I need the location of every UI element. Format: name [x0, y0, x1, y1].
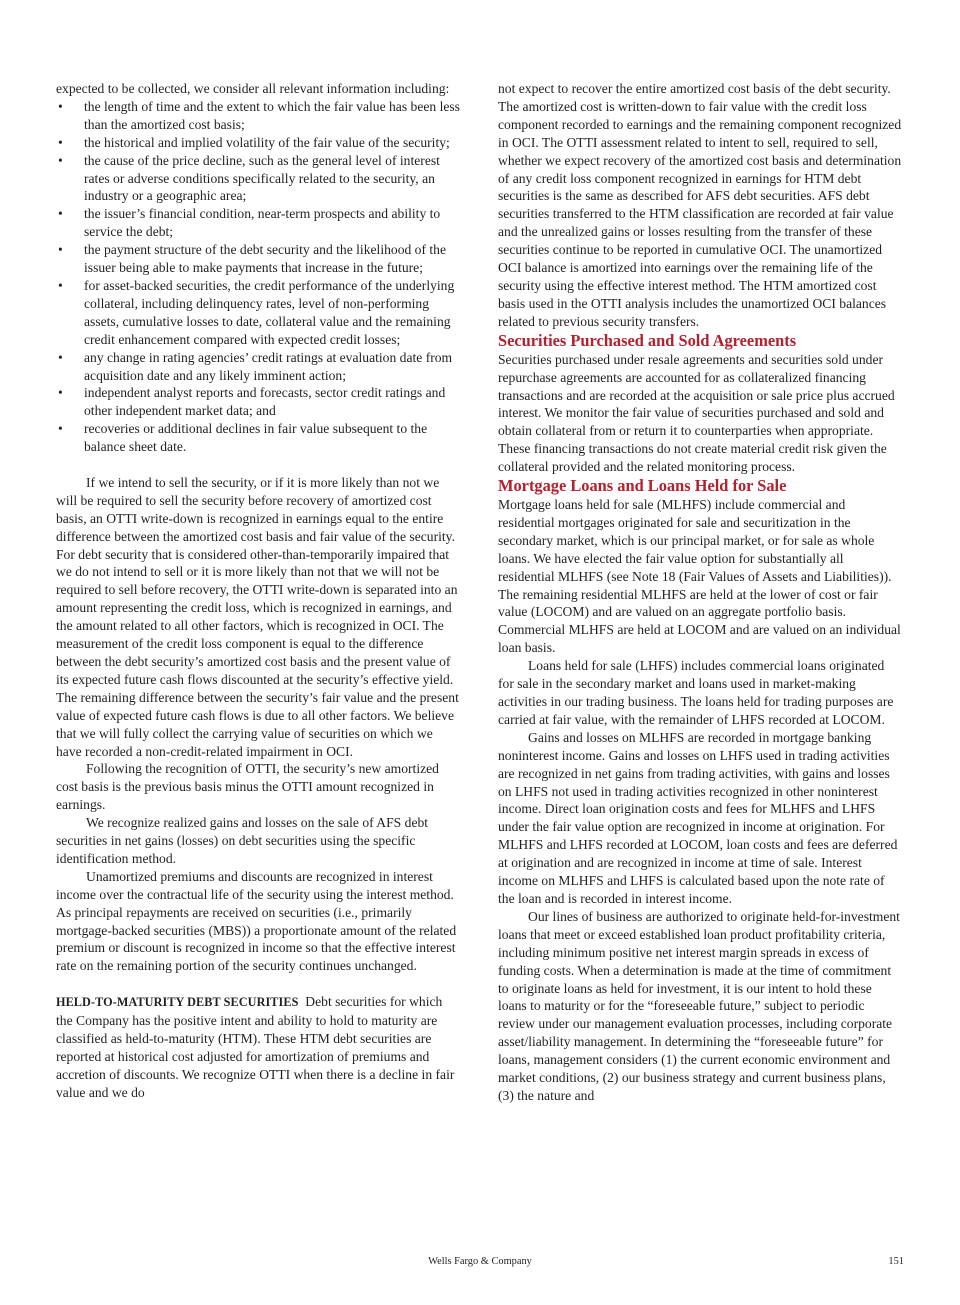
left-column: [56, 80, 460, 1102]
page-number: 151: [888, 1256, 904, 1267]
list-item: • the payment structure of the debt security and the likelihood of the issuer being able to make payments that increase in the future;: [56, 241, 460, 277]
considerations-list: [56, 98, 460, 456]
mlhfs-paragraph: Mortgage loans held for sale (MLHFS) include commercial and residential mortgages originated for sale and securitization in the secondary market, which is our principal market, or for sale as whole loans. We have elected the fair value option for substantially all residential MLHFS (see Note 18 (Fair Values of Assets and Liabilities)). The remaining residential MLHFS are held at the lower of cost or fair value (LOCOM) and are valued on an aggregate portfolio basis. Commercial MLHFS are held at LOCOM and are valued on an individual loan basis.: [498, 497, 901, 656]
right-column: [498, 80, 902, 1105]
list-item: • the issuer’s financial condition, near-term prospects and ability to service the debt;: [56, 205, 460, 241]
htm-text: Debt securities for which the Company has the positive intent and ability to hold to maturity are classified as held-to-maturity (HTM). These HTM debt securities are reported at historical cost adjusted for amortization of premiums and accretion of discounts. We recognize OTTI when there is a decline in fair value and we do: [56, 994, 455, 1100]
section-heading-mortgage-loans: Mortgage Loans and Loans Held for Sale: [498, 476, 787, 496]
list-item: • any change in rating agencies’ credit ratings at evaluation date from acquisition date and any likely imminent action;: [56, 349, 460, 385]
list-item: • the length of time and the extent to which the fair value has been less than the amortized cost basis;: [56, 98, 460, 134]
section-heading-securities-agreements: Securities Purchased and Sold Agreements: [498, 330, 797, 350]
realized-gains-paragraph: We recognize realized gains and losses on the sale of AFS debt securities in net gains (losses) on debt securities using the specific identification method.: [56, 815, 429, 866]
intro-paragraph: expected to be collected, we consider all relevant information including:: [56, 81, 450, 96]
page-footer: [0, 1256, 960, 1272]
list-item: • recoveries or additional declines in fair value subsequent to the balance sheet date.: [56, 420, 460, 456]
htm-paragraph: [56, 993, 460, 1101]
lines-of-business-paragraph: Our lines of business are authorized to originate held-for-investment loans that meet or exceed established loan product profitability criteria, including minimum positive net interest margin spreads in excess of funding costs. When a determination is made at the time of commitment to originate loans as held for investment, it is our intent to hold these loans to maturity or for the “foreseeable future,” subject to periodic review under our management evaluation processes, including corporate asset/liability management. In determining the “foreseeable future” for loans, management considers (1) the current economic environment and market conditions, (2) our business strategy and current business plans, (3) the nature and: [498, 908, 900, 1103]
list-item: • the cause of the price decline, such as the general level of interest rates or adverse conditions specifically related to the security, an industry or a geographic area;: [56, 152, 460, 206]
premiums-paragraph: Unamortized premiums and discounts are recognized in interest income over the contractual life of the security using the interest method. As principal repayments are received on securities (i.e., primarily mortgage-backed securities (MBS)) a proportionate amount of the related premium or discount is recognized in income so that the effective interest rate on the remaining portion of the security continues unchanged.: [56, 868, 457, 974]
otti-paragraph: If we intend to sell the security, or if it is more likely than not we will be required to sell the security before recovery of amortized cost basis, an OTTI write-down is recognized in earnings equal to the entire difference between the amortized cost basis and fair value of the security. For debt security that is considered other-than-temporarily impaired that we do not intend to sell or it is more likely than not that we will not be required to sell before recovery, the OTTI write-down is separated into an amount representing the credit loss, which is recognized in earnings, and the amount related to all other factors, which is recognized in OCI. The measurement of the credit loss component is equal to the difference between the debt security’s amortized cost basis and the present value of its expected future cash flows discounted at the security’s effective yield. The remaining difference between the security’s fair value and the present value of expected future cash flows is due to all other factors. We believe that we will fully collect the carrying value of securities on which we have recorded a non-credit-related impairment in OCI.: [56, 474, 459, 759]
list-item: • the historical and implied volatility of the fair value of the security;: [56, 134, 460, 152]
htm-heading: HELD-TO-MATURITY DEBT SECURITIES: [56, 995, 299, 1010]
gains-losses-paragraph: Gains and losses on MLHFS are recorded in mortgage banking noninterest income. Gains and losses on LHFS used in trading activities are recognized in net gains from trading activities, with gains and losses on LHFS not used in trading activities recognized in other noninterest income. Direct loan origination costs and fees for MLHFS and LHFS under the fair value option are recognized in income at origination. For MLHFS and LHFS recorded at LOCOM, loan costs and fees are deferred at origination and are recognized in income at time of sale. Interest income on MLHFS and LHFS is calculated based upon the note rate of the loan and is recorded in interest income.: [498, 729, 898, 906]
securities-agreements-paragraph: Securities purchased under resale agreements and securities sold under repurchase agreements are accounted for as collateralized financing transactions and are recorded at the acquisition or sale price plus accrued interest. We monitor the fair value of securities purchased and sold and obtain collateral from or return it to counterparties when appropriate. These financing transactions do not create material credit risk given the collateral provided and the related monitoring process.: [498, 351, 895, 475]
otti-basis-paragraph: Following the recognition of OTTI, the security’s new amortized cost basis is the previous basis minus the OTTI amount recognized in earnings.: [56, 761, 439, 813]
list-item: • for asset-backed securities, the credit performance of the underlying collateral, including delinquency rates, level of non-performing assets, cumulative losses to date, collateral value and the remaining credit enhancement compared with expected credit losses;: [56, 277, 460, 349]
list-item: • independent analyst reports and forecasts, sector credit ratings and other independent market data; and: [56, 384, 460, 420]
footer-company-name: Wells Fargo & Company: [428, 1256, 532, 1267]
htm-continuation-paragraph: not expect to recover the entire amortized cost basis of the debt security. The amortized cost is written-down to fair value with the credit loss component recorded to earnings and the remaining component recognized in OCI. The OTTI assessment related to intent to sell, required to sell, whether we expect recovery of the amortized cost basis and determination of any credit loss component recognized in earnings for HTM debt securities is the same as described for AFS debt securities. AFS debt securities transferred to the HTM classification are recorded at fair value and the unrealized gains or losses resulting from the transfer of these securities continue to be reported in cumulative OCI. The unamortized OCI balance is amortized into earnings over the remaining life of the security using the effective interest method. The HTM amortized cost basis used in the OTTI analysis includes the unamortized OCI balances related to previous security transfers.: [498, 81, 902, 329]
lhfs-paragraph: Loans held for sale (LHFS) includes commercial loans originated for sale in the secondary market and loans used in market-making activities in our trading business. The loans held for trading purposes are carried at fair value, with the remainder of LHFS recorded at LOCOM.: [498, 658, 894, 727]
